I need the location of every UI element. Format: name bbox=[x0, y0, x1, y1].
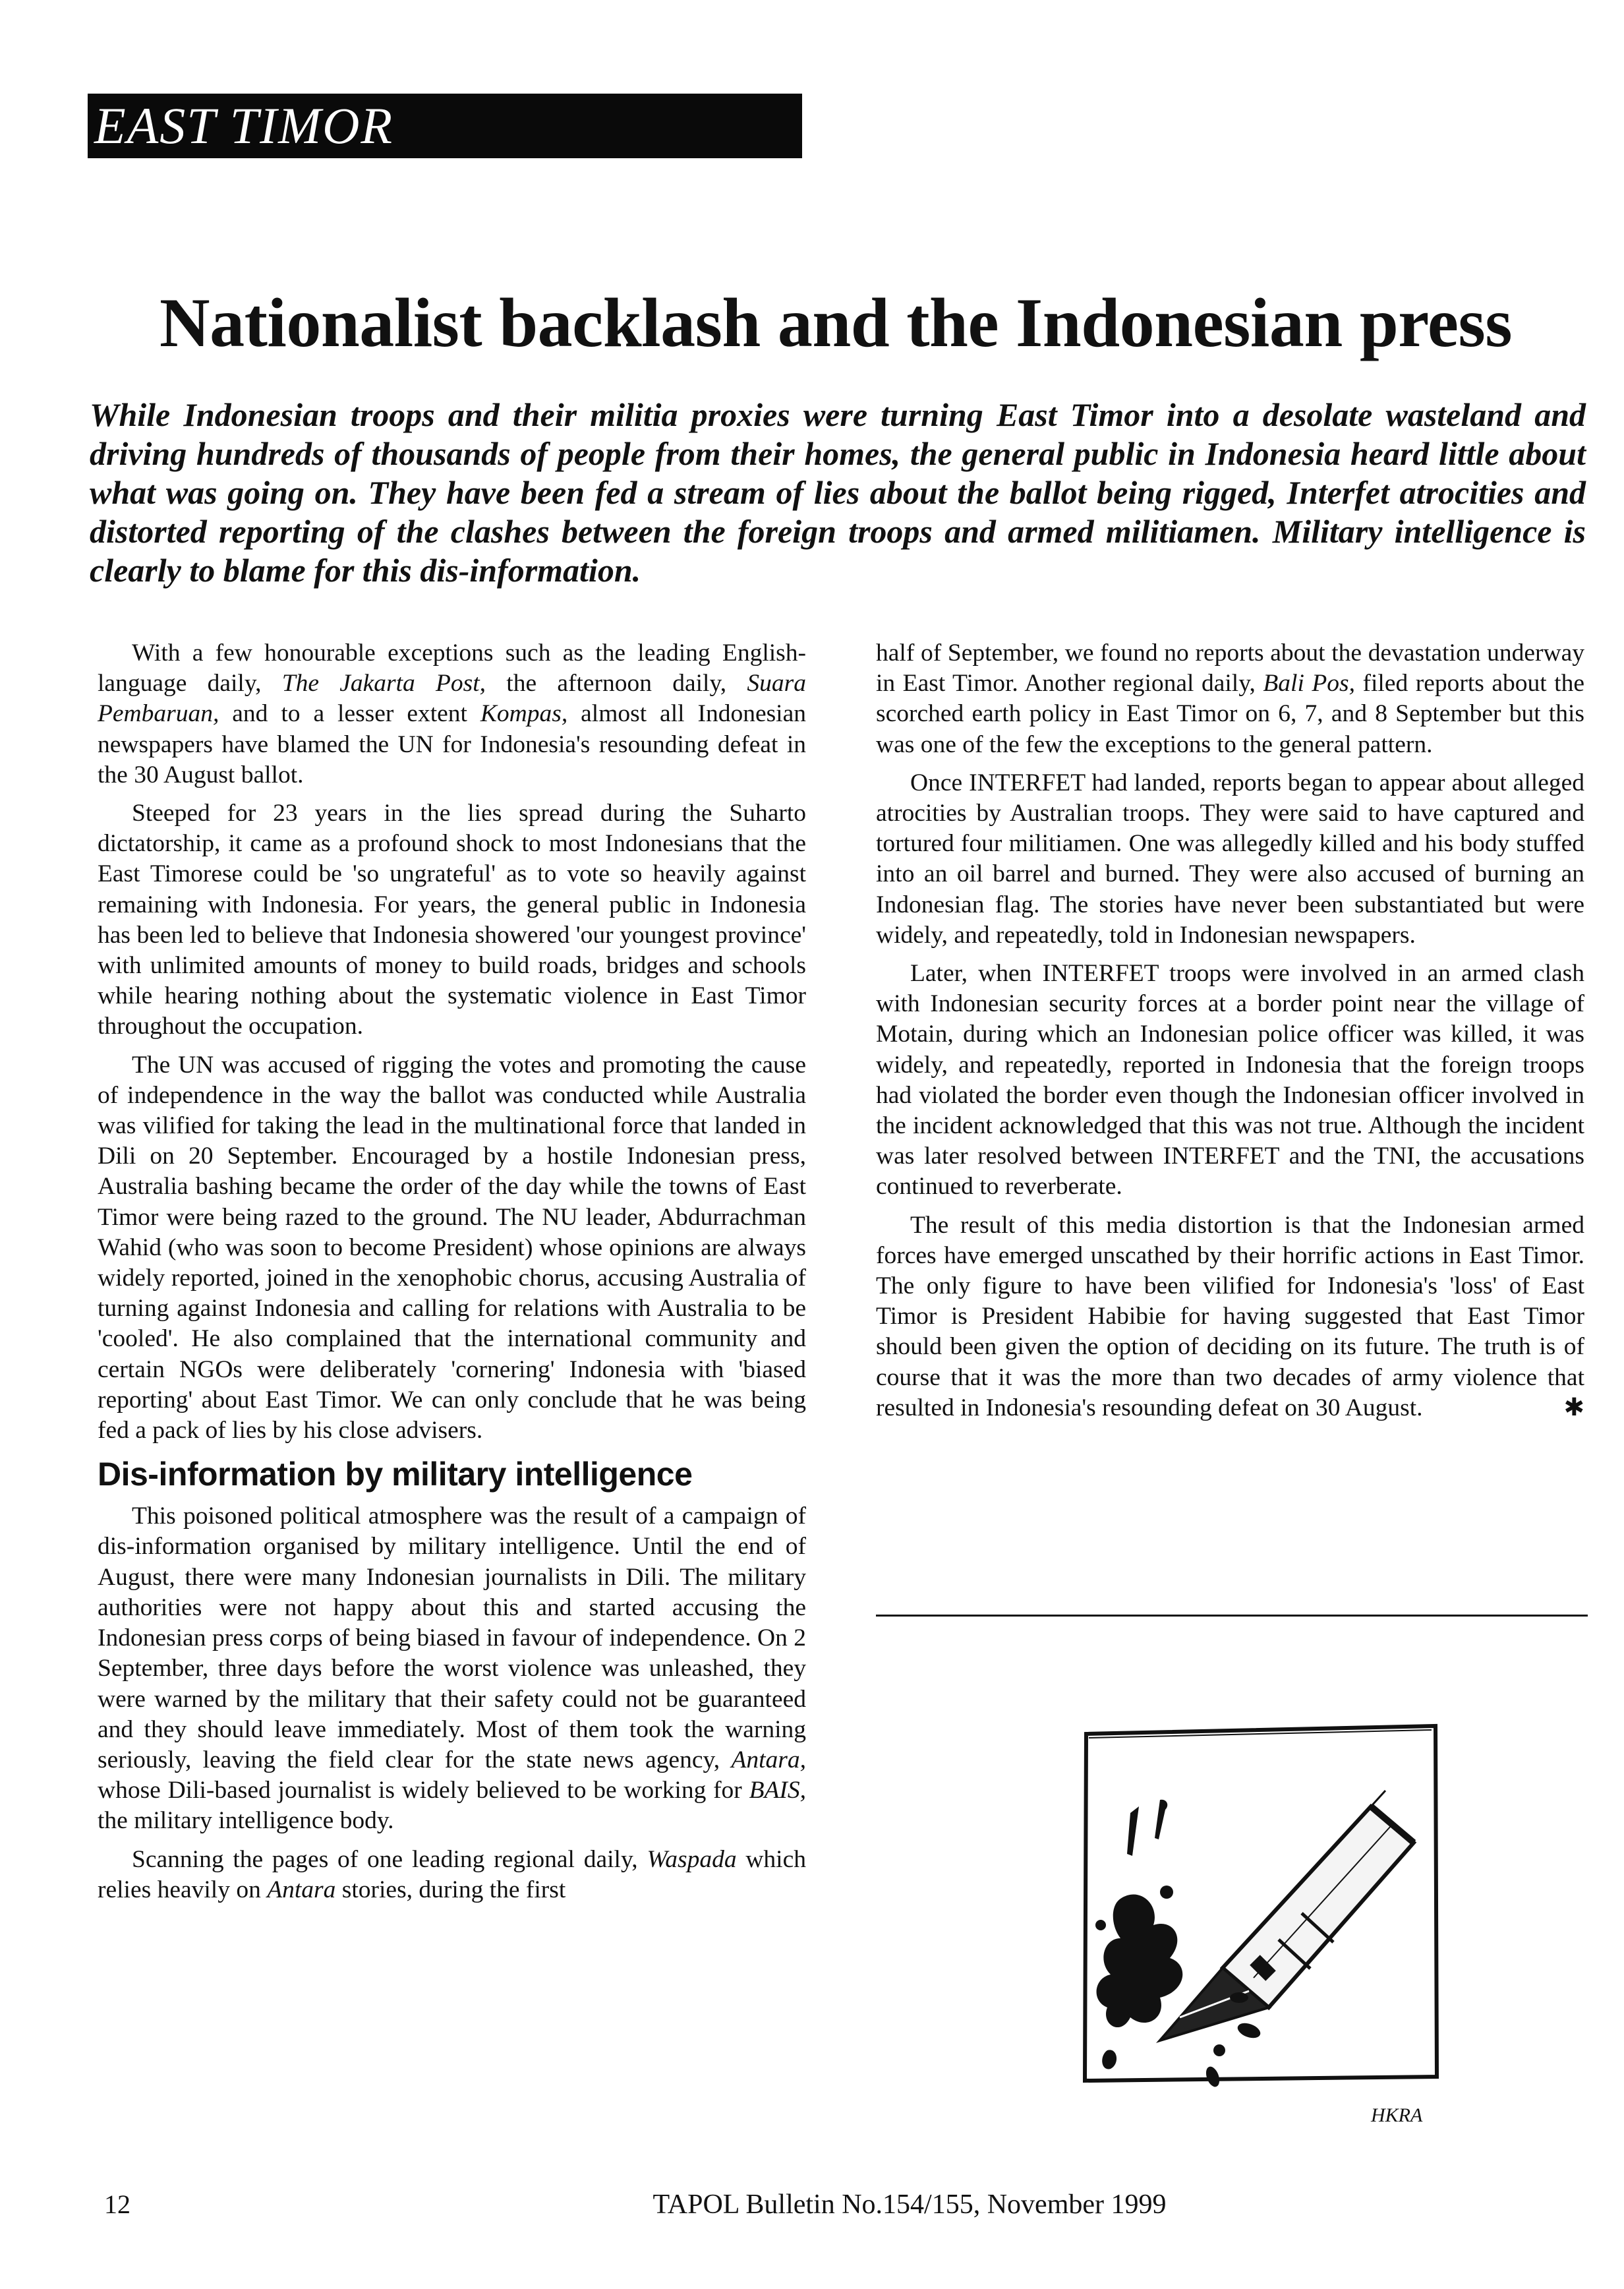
body-paragraph-4: This poisoned political atmosphere was the result of a campaign of dis-information organised by military intelligence. Until the end of August, there were many Indonesian journalists in Dili. The military authorities were not happy about this and started accusing the Indonesian press corps of being biased in favour of independence. On 2 September, three days before the worst violence was unleashed, they were warned by the military that their safety could not be guaranteed and they should leave immediately. Most of them took the warning seriously, leaving the field clear for the state news agency, Antara, whose Dili-based journalist is widely believed to be working for BAIS, the military intelligence body. bbox=[98, 1502, 806, 1835]
left-column bbox=[98, 638, 806, 1913]
body-paragraph-7: Later, when INTERFET troops were involved in an armed clash with Indonesian security forces at a border point near the village of Motain, during which an Indonesian police officer was killed, it was widely, and repeatedly, reported in Indonesia that the foreign troops had violated the border even though the Indonesian officer involved in the incident acknowledged that this was not true. Although the incident was later resolved between INTERFET and the TNI, the accusations continued to reverberate. bbox=[876, 960, 1584, 1201]
publication-name: Kompas, bbox=[480, 700, 568, 728]
right-column bbox=[876, 638, 1584, 1431]
section-subheading: Dis-information by military intelligence bbox=[98, 1456, 693, 1493]
end-of-article-icon: ✱ bbox=[1563, 1394, 1584, 1421]
column-end-rule bbox=[876, 1615, 1588, 1617]
ink-splatter-icon bbox=[1095, 1800, 1262, 2089]
body-paragraph-5-continued: half of September, we found no reports about the devastation underway in East Timor. Another regional daily, Bali Pos, filed reports about the scorched earth policy in East Timor on 6, 7, and 8 September but this was one of the few the exceptions to the general pattern. bbox=[876, 639, 1584, 758]
publication-name: Waspada bbox=[647, 1845, 737, 1873]
agency-name: BAIS, bbox=[749, 1777, 806, 1804]
article-standfirst: While Indonesian troops and their militia proxies were turning East Timor into a desolate wasteland and driving hundreds of thousands of people from their homes, the general public in Indonesia heard little about what was going on. They have been fed a stream of lies about the ballot being rigged, Interfet atrocities and distorted reporting of the clashes between the foreign troops and armed militiamen. Military intelligence is clearly to blame for this dis-information. bbox=[90, 396, 1586, 589]
publication-name: The Jakarta Post, bbox=[281, 670, 486, 698]
artist-signature: HKRA bbox=[1371, 2104, 1423, 2126]
body-paragraph-8: The result of this media distortion is that the Indonesian armed forces have emerged unscathed by their horrific actions in East Timor. The only figure to have been vilified for Indonesia's 'loss' of East Timor is President Habibie for having suggested that East Timor should been given the option of deciding on its future. The truth is of course that it was the more than two decades of army violence that resulted in Indonesia's resounding defeat on 30 August. ✱ bbox=[876, 1210, 1584, 1423]
agency-name: Antara, bbox=[731, 1746, 806, 1773]
article-headline: Nationalist backlash and the Indonesian press bbox=[160, 284, 1512, 361]
agency-name: Antara bbox=[267, 1876, 336, 1903]
publication-name: Suara Pembaruan, bbox=[98, 670, 806, 728]
section-banner: EAST TIMOR bbox=[88, 94, 802, 158]
body-paragraph-1: With a few honourable exceptions such as the leading English-language daily, The Jakarta Post, the afternoon daily, Suara Pembaruan, and to a lesser extent Kompas, almost all Indonesian newspapers have blamed the UN for Indonesia's resounding defeat in the 30 August ballot. bbox=[98, 639, 806, 788]
pen-icon bbox=[1160, 1791, 1414, 2040]
page-number: 12 bbox=[104, 2189, 130, 2219]
pen-ink-cartoon bbox=[1081, 1708, 1441, 2129]
body-paragraph-5: Scanning the pages of one leading regional daily, Waspada which relies heavily on Antara stories, during the first bbox=[98, 1845, 806, 1903]
body-paragraph-6: Once INTERFET had landed, reports began to appear about alleged atrocities by Australian troops. They were said to have captured and tortured four militiamen. One was allegedly killed and his body stuffed into an oil barrel and burned. They were also accused of burning an Indonesian flag. The stories have never been substantiated but were widely, and repeatedly, told in Indonesian newspapers. bbox=[876, 769, 1584, 949]
publication-name: Bali Pos, bbox=[1263, 670, 1356, 698]
body-paragraph-3: The UN was accused of rigging the votes and promoting the cause of independence in the way the ballot was conducted while Australia was vilified for taking the lead in the multinational force that landed in Dili on 20 September. Encouraged by a hostile Indonesian press, Australia bashing became the order of the day while the towns of East Timor were being razed to the ground. The NU leader, Abdurrachman Wahid (who was soon to become President) whose opinions are always widely reported, joined in the xenophobic chorus, accusing Australia of turning against Indonesia and calling for relations with Australia to be 'cooled'. He also complained that the international community and certain NGOs were deliberately 'cornering' Indonesia with 'biased reporting' about East Timor. We can only conclude that he was being fed a pack of lies by his close advisers. bbox=[98, 1051, 806, 1444]
publication-footer: TAPOL Bulletin No.154/155, November 1999 bbox=[652, 2189, 1167, 2220]
body-paragraph-2: Steeped for 23 years in the lies spread during the Suharto dictatorship, it came as a profound shock to most Indonesians that the East Timorese could be 'so ungrateful' as to vote so heavily against remaining with Indonesia. For years, the general public in Indonesia has been led to believe that Indonesia showered 'our youngest province' with unlimited amounts of money to build roads, bridges and schools while hearing nothing about the systematic violence in East Timor throughout the occupation. bbox=[98, 800, 806, 1040]
